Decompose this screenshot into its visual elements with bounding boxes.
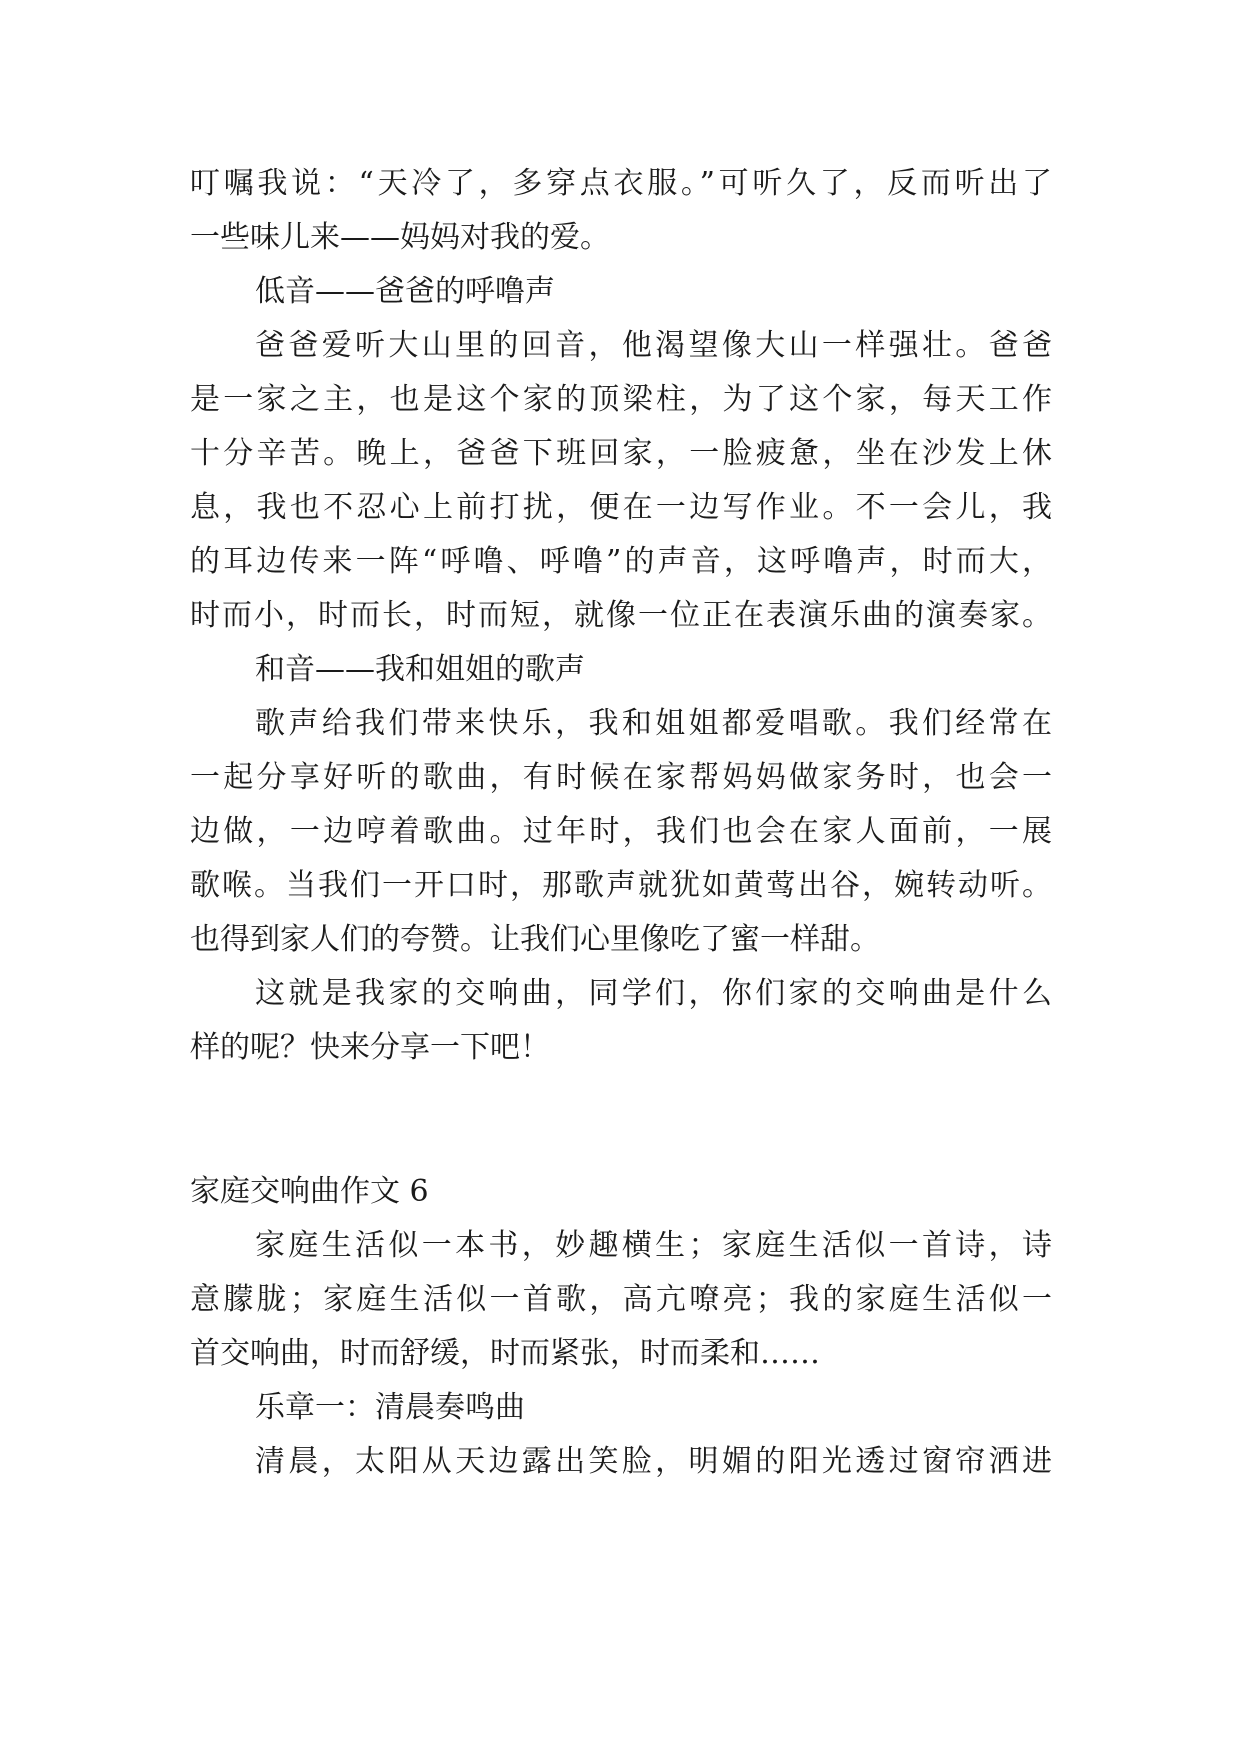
paragraph-line: 歌喉。当我们一开口时，那歌声就犹如黄莺出谷，婉转动听。 bbox=[190, 868, 1052, 903]
paragraph-line: 家庭生活似一本书，妙趣横生；家庭生活似一首诗，诗 bbox=[255, 1228, 1052, 1263]
paragraph-line: 清晨，太阳从天边露出笑脸，明媚的阳光透过窗帘洒进 bbox=[255, 1444, 1052, 1479]
section-heading-morning: 乐章一：清晨奏鸣曲 bbox=[255, 1390, 525, 1425]
paragraph-line: 样的呢？快来分享一下吧！ bbox=[190, 1030, 550, 1065]
paragraph-line: 十分辛苦。晚上，爸爸下班回家，一脸疲惫，坐在沙发上休 bbox=[190, 436, 1052, 471]
paragraph-line: 的耳边传来一阵“呼噜、呼噜”的声音，这呼噜声，时而大， bbox=[190, 544, 1052, 579]
paragraph-line: 爸爸爱听大山里的回音，他渴望像大山一样强壮。爸爸 bbox=[255, 328, 1052, 363]
paragraph-line: 边做，一边哼着歌曲。过年时，我们也会在家人面前，一展 bbox=[190, 814, 1052, 849]
paragraph-line: 也得到家人们的夸赞。让我们心里像吃了蜜一样甜。 bbox=[190, 922, 880, 957]
section-spacer bbox=[190, 1075, 1052, 1165]
essay-title: 家庭交响曲作文 6 bbox=[190, 1174, 429, 1209]
paragraph-line: 这就是我家的交响曲，同学们，你们家的交响曲是什么 bbox=[255, 976, 1052, 1011]
paragraph-line: 息，我也不忍心上前打扰，便在一边写作业。不一会儿，我 bbox=[190, 490, 1052, 525]
paragraph-line: 首交响曲，时而舒缓，时而紧张，时而柔和…… bbox=[190, 1336, 820, 1371]
section-heading-bass: 低音——爸爸的呼噜声 bbox=[255, 274, 555, 309]
section-heading-harmony: 和音——我和姐姐的歌声 bbox=[255, 652, 585, 687]
paragraph-line: 歌声给我们带来快乐，我和姐姐都爱唱歌。我们经常在 bbox=[255, 706, 1052, 741]
paragraph-line: 是一家之主，也是这个家的顶梁柱，为了这个家，每天工作 bbox=[190, 382, 1052, 417]
paragraph-line: 时而小，时而长，时而短，就像一位正在表演乐曲的演奏家。 bbox=[190, 598, 1052, 633]
paragraph-line: 意朦胧；家庭生活似一首歌，高亢嘹亮；我的家庭生活似一 bbox=[190, 1282, 1052, 1317]
paragraph-line: 叮嘱我说：“天冷了，多穿点衣服。”可听久了，反而听出了 bbox=[190, 166, 1052, 201]
paragraph-line: 一起分享好听的歌曲，有时候在家帮妈妈做家务时，也会一 bbox=[190, 760, 1052, 795]
paragraph-line: 一些味儿来——妈妈对我的爱。 bbox=[190, 220, 610, 255]
document-body bbox=[190, 157, 1052, 1489]
